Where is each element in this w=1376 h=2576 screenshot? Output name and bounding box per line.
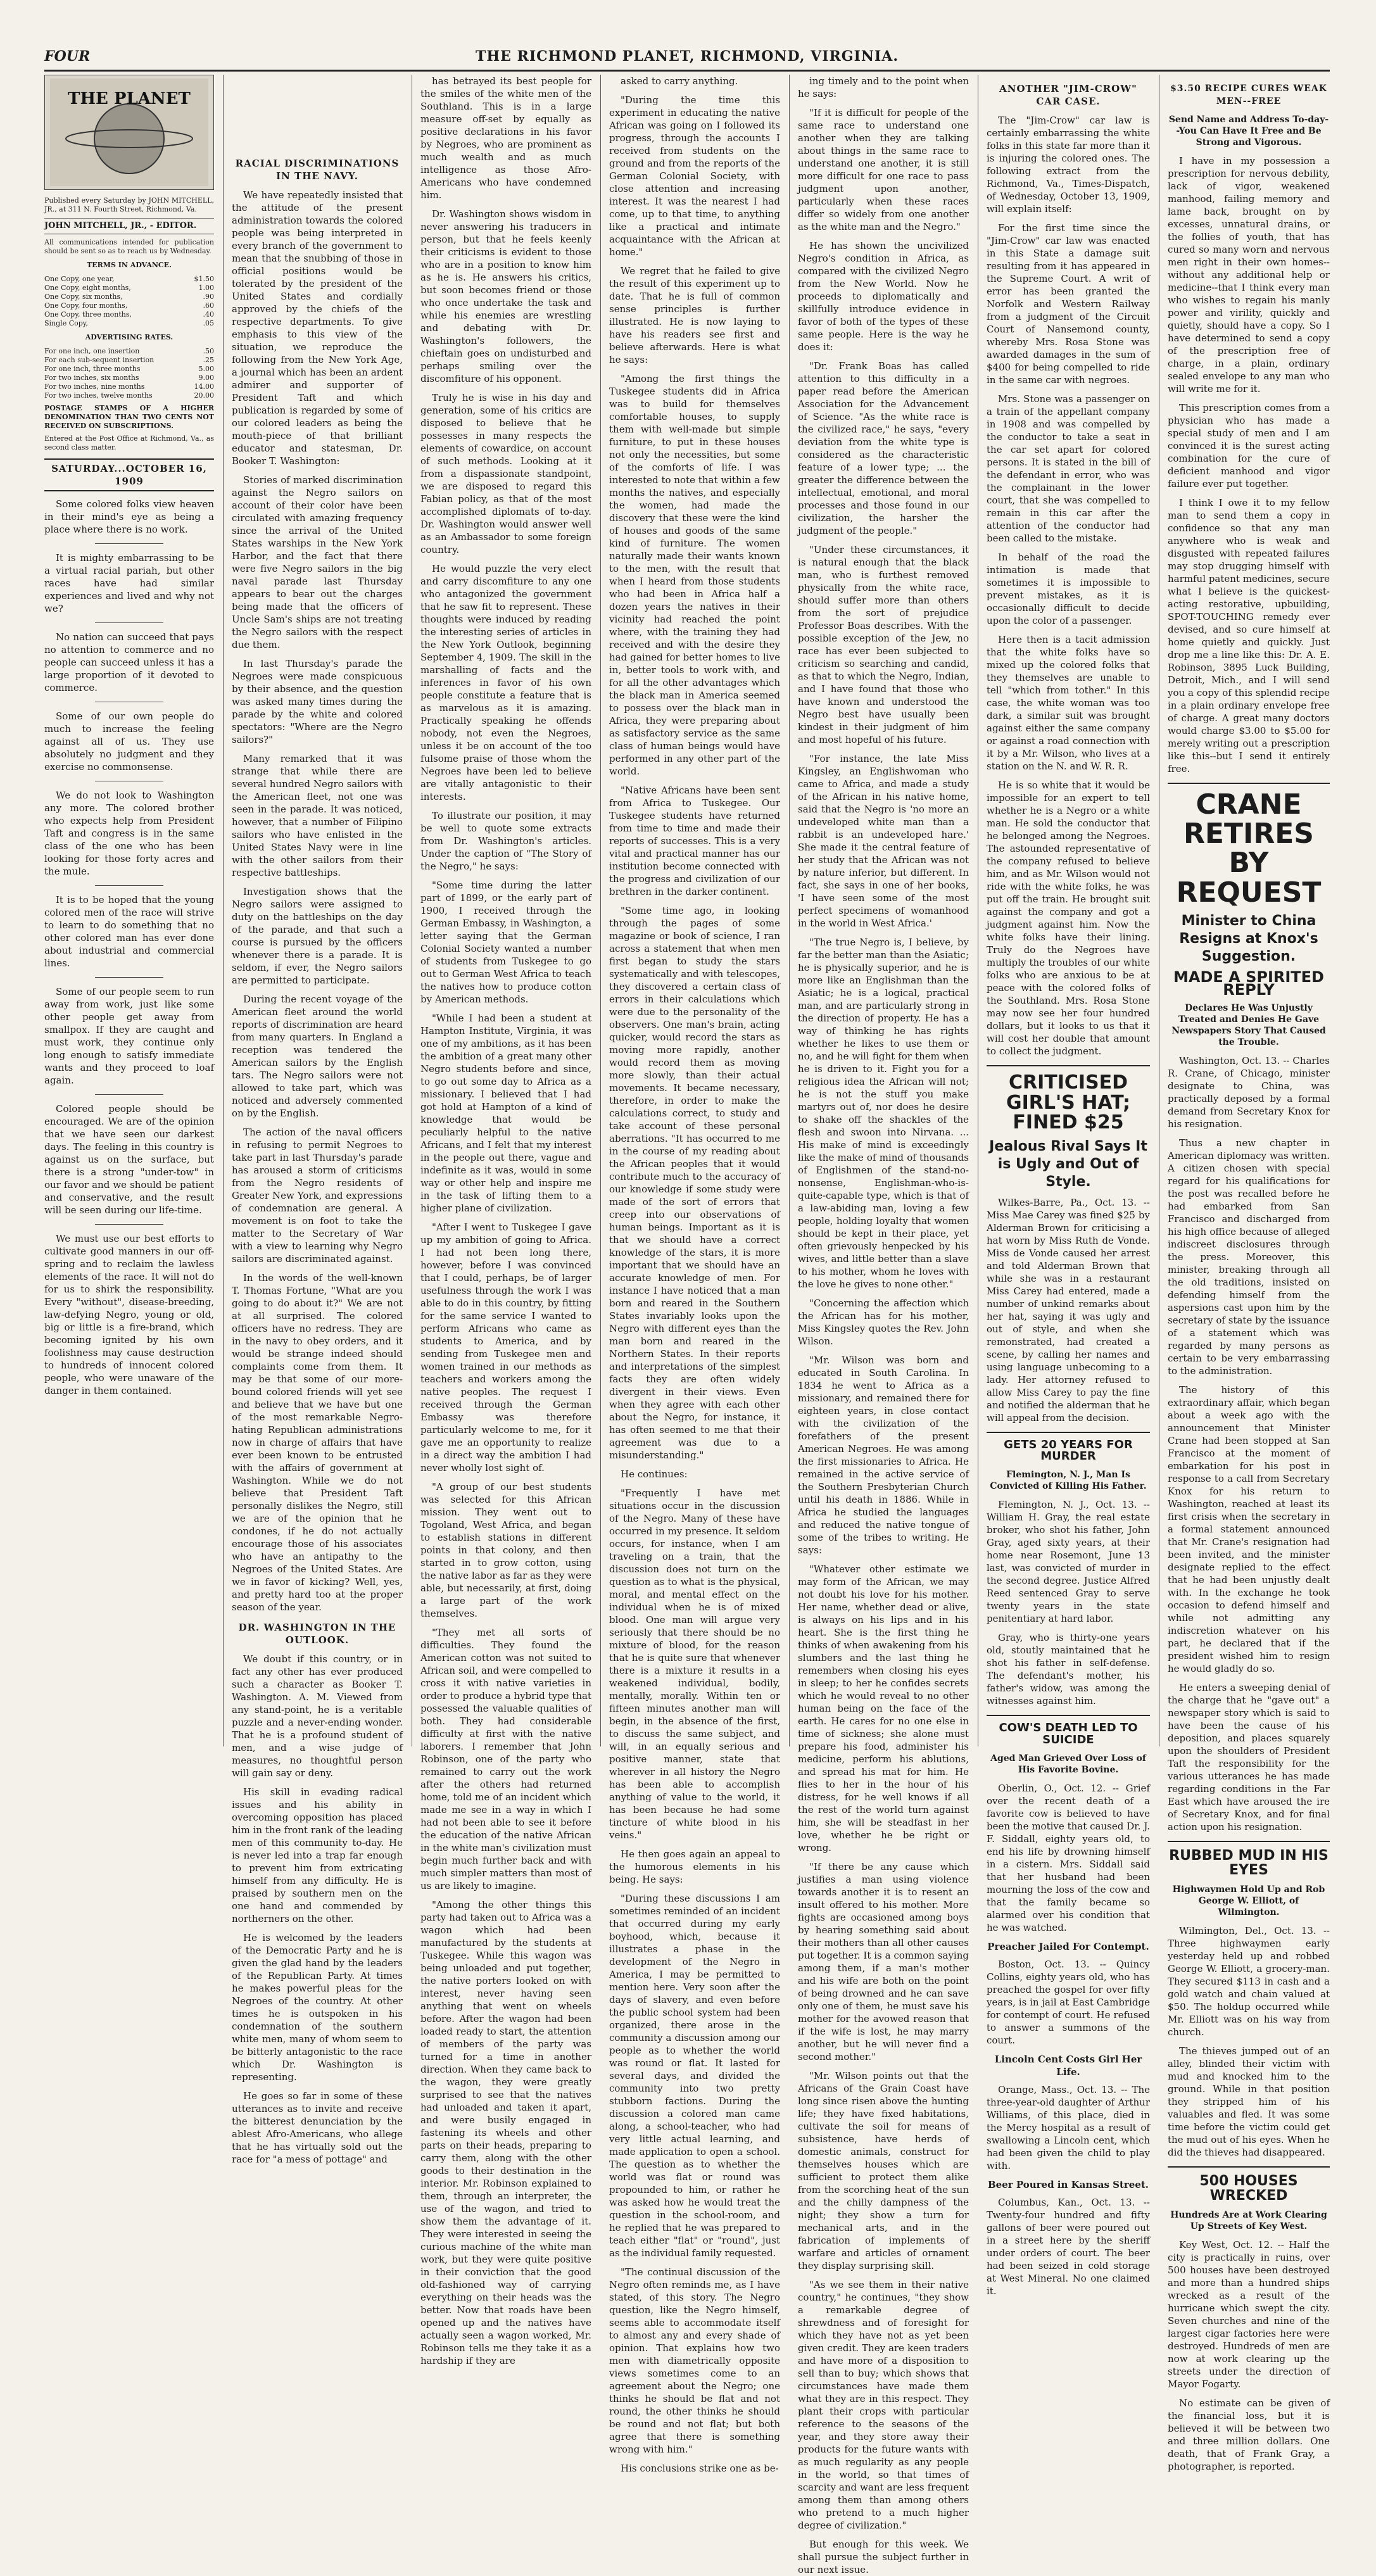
column-6 — [987, 75, 1150, 2297]
column-2 — [232, 75, 403, 2165]
planet-logo-icon — [50, 79, 208, 186]
divider — [95, 1094, 163, 1095]
table-row: One Copy, eight months, 1.00 — [44, 284, 214, 292]
paragraph: ing timely and to the point when he says: — [798, 75, 969, 99]
article-headline: Beer Poured in Kansas Street. — [987, 2179, 1149, 2191]
paragraph: In behalf of the road the intimation is made that sometimes it is impossible to prevent mistakes, as it is occasionally difficult to decide upon the color of a passenger. — [987, 552, 1150, 626]
table-row: For one inch, three months 5.00 — [44, 365, 214, 373]
paragraph: "Among the other things this party had taken out to Africa was a wagon which had been manufactured by the students at Tuskegee. While this wagon was being unloaded and put together, the native porters looked on with interest, never having seen anything that went on wheels before. After the wagon had been loaded ready to start, the attention of members of the party was turned for a time in another direction. When they came back to the wagon, they were greatly surprised to see that the natives had unloaded and taken it apart, and were busily engaged in fastening its wheels and other parts on their heads, preparing to carry them, along with the other goods to their destination in the interior. Mr. Robinson explained to them, through an interpreter, the use of the wagon, and tried to show them the advantage of it. They were interested in seeing the curious machine of the white man work, but they were quite positive in their conviction that the good old-fashioned way of carrying everything on their heads was the better. Now that roads have been opened up and the natives have actually seen a wagon worked, Mr. Robinson tells me they take it as a hardship if they are — [420, 1899, 591, 2366]
table-row: For two inches, twelve months 20.00 — [44, 391, 214, 400]
paragraph: "The continual discussion of the Negro often reminds me, as I have stated, of this story. The Negro question, like the Negro himself, seems able to accommodate itself to almost any and every shade of opinion. That explains how two men with diametrically opposite views sometimes come to an agreement about the Negro; one thinks he should be flat and not round, the other thinks he should be round and not flat; but both agree that there is something wrong with him." — [609, 2266, 780, 2455]
paragraph: Oberlin, O., Oct. 12. -- Grief over the recent death of a favorite cow is believed to have been the motive that caused Dr. J. F. Siddall, eighty years old, to end his life by drowning himself in a cistern. Mrs. Siddall said that her husband had been mourning the loss of the cow and that the family became so alarmed over his condition that he was watched. — [987, 1783, 1150, 1934]
divider — [95, 622, 163, 623]
paragraph: "The true Negro is, I believe, by far the better man than the Asiatic; he is physically superior, and he is more like an Englishman than the Asiatic; he is a logical, practical man, and are particularly strong in the direction of property. He has a way of thinking he has rights whether he likes to use them or no, and he will fight for them when he is driven to it. Fight you for a religious idea the African will not; he is not the stuff you make martyrs out of, nor does he desire to shake off the shackles of the flesh and swoon into Nirvana. ... His make of mind is exceedingly like the make of mind of thousands of Englishmen of the stand-no-nonsense, Englishman-who-is-quite-capable type, which is that of a law-abiding man, loving a few people, holding loyalty that women should be kept in their place, yet often grievously henpecked by his wives, and little better than a slave to his mother, whom he loves with the love he gives to none other." — [798, 937, 969, 1290]
paragraph: This prescription comes from a physician who has made a special study of men and I am convinced it is the surest acting combination for the cure of deficient manhood and vigor failure ever put together. — [1168, 402, 1330, 489]
paragraph: Flemington, N. J., Oct. 13. -- William H. Gray, the real estate broker, who shot his father, John Gray, aged sixty years, at their home near Rosemont, June 13 last, was convicted of murder in the second degree. Justice Alfred Reed sentenced Gray to serve twenty years in the state penitentiary at hard labor. — [987, 1499, 1150, 1625]
paragraph: "Concerning the affection which the African has for his mother, Miss Kingsley quotes the Rev. John Wilson. — [798, 1297, 969, 1347]
paragraph: "Native Africans have been sent from Africa to Tuskegee. Our Tuskegee students have returned from time to time and made their reports of successes. This is a very vital and practical manner has our institution become connected with the progress and civilization of our brethren in the darker continent. — [609, 785, 780, 897]
article-headline: Preacher Jailed For Contempt. — [987, 1941, 1149, 1953]
advertising-title: ADVERTISING RATES. — [85, 333, 174, 341]
paragraph: For the first time since the "Jim-Crow" car law was enacted in this State a damage suit resulting from it has appeared in the Supreme Court. A writ of error has been granted the Norfolk and Western Railway from a judgment of the Circuit Court of Nansemond county, whereby Mrs. Rosa Stone was awarded damages in the sum of $400 for being compelled to ride in the same car with negroes. — [987, 222, 1150, 386]
publication-notice: All communications intended for publication should be sent so as to reach us by Wednesday. — [44, 238, 214, 255]
table-row: One Copy, six months, .90 — [44, 293, 214, 301]
paragraph: It is mighty embarrassing to be a virtual racial pariah, but other races have had similar experiences and lived and why not we? — [44, 552, 214, 614]
paragraph: Boston, Oct. 13. -- Quincy Collins, eighty years old, who has preached the gospel for over fifty years, is in jail at East Cambridge for contempt of court. He refused to answer a summons of the court. — [987, 1959, 1150, 2047]
page-header — [44, 48, 1330, 72]
paragraph: We doubt if this country, or in fact any other has ever produced such a character as Booker T. Washington. A. M. Viewed from any stand-point, he is a veritable puzzle and a never-ending wonder. That he is a profound student of men, and a wise judge of measures, no thoughtful person will gain say or deny. — [232, 1653, 403, 1779]
paragraph: Here then is a tacit admission that the white folks have so mixed up the colored folks that they themselves are unable to tell "which from tother." In this case, the white woman was too dark, a similar suit was brought against either the same company or against a road connection with it by a Mr. Wilson, who lives at a station on the N. and W. R. R. — [987, 634, 1150, 772]
table-row: One Copy, four months, .60 — [44, 301, 214, 310]
article-headline: CRANE RETIRES BY REQUEST — [1168, 783, 1330, 907]
paragraph: Some of our own people do much to increase the feeling against all of us. They use absolutely no judgment and they exercise no commonsense. — [44, 710, 214, 773]
paragraph: The action of the naval officers in refusing to permit Negroes to take part in last Thursday's parade has aroused a storm of criticisms from the Negro residents of Greater New York, and expressions of condemnation are general. A movement is on foot to take the matter to the Secretary of War with a view to learning why Negro sailors are discriminated against. — [232, 1127, 403, 1265]
paragraph: "During the time this experiment in educating the native African was going on I followed its progress, through the accounts I received from students on the ground and from the reports of the German Colonial Society, with close attention and increasing interest. It was the nearest I had come, up to that time, to anything like a practical and intimate acquaintance with the African at home." — [609, 94, 780, 258]
paragraph: "Whatever other estimate we may form of the African, we may not doubt his love for his mother. Her name, whether dead or alive, is always on his lips and in his heart. She is the first thing he thinks of when awakening from his slumbers and the last thing he remembers when closing his eyes in sleep; to her he confides secrets which he would reveal to no other human being on the face of the earth. He cares for no one else in time of sickness; she alone must prepare his food, administer his medicine, perform his ablutions, and spread his mat for him. He flies to her in the hour of his distress, for he well knows if all the rest of the world turn against him, she will be steadfast in her love, whether he be right or wrong. — [798, 1563, 969, 1853]
paragraph: To illustrate our position, it may be well to quote some extracts from Dr. Washington's articles. Under the caption of "The Story of the Negro," he says: — [420, 810, 591, 872]
paragraph: "A group of our best students was selected for this African mission. They went out to Togoland, West Africa, and began to establish stations in different points in that colony, and then started in to grow cotton, using the native labor as far as they were able, but necessarily, at first, doing a large part of the work themselves. — [420, 1481, 592, 1619]
svg-text:THE PLANET: THE PLANET — [68, 89, 191, 108]
paragraph: Truly he is wise in his day and generation, some of his critics are disposed to believe that he possesses in many respects the elements of cowardice, on account of such methods. Looking at it from a dispassionate standpoint, we are disposed to regard this Fabian policy, as that of the most accomplished diplomats of to-day. Dr. Washington would answer well as an Ambassador to some foreign country. — [420, 392, 591, 555]
paragraph: He then goes again an appeal to the humorous elements in his being. He says: — [609, 1848, 780, 1885]
article-headline: COW'S DEATH LED TO SUICIDE — [987, 1715, 1150, 1746]
table-row: One Copy, three months, .40 — [44, 310, 214, 319]
article-subheadline: MADE A SPIRITED REPLY — [1173, 968, 1324, 999]
paragraph: "Under these circumstances, it is natural enough that the black man, who is furthest removed physically from the white race, should suffer more than others from the sort of prejudice Professor Boas describes. With the possible exception of the Jew, no race has ever been subjected to criticism so searching and candid, as that to which the Negro, Indian, and I have found that those who have known and understood the Negro best have usually been kindest in their judgment of him and most hopeful of his future. — [798, 544, 969, 745]
paragraph: Washington, Oct. 13. -- Charles R. Crane, of Chicago, minister designate to China, was practically deposed by a formal demand from Secretary Knox for his resignation. — [1168, 1054, 1330, 1130]
paragraph: No estimate can be given of the financial loss, but it is believed it will be between two and three million dollars. One death, that of Frank Gray, a photographer, is reported. — [1168, 2397, 1330, 2473]
paragraph: I have in my possession a prescription for nervous debility, lack of vigor, weakened manhood, failing memory and lame back, brought on by excesses, unnatural drains, or the follies of youth, that has cured so many worn and nervous men right in their own homes--without any additional help or medicine--that I think every man who wishes to regain his manly power and virility, quickly and quietly, should have a copy. So I have determined to send a copy of the prescription free of charge, in a plain, ordinary sealed envelope to any man who will write me for it. — [1168, 155, 1330, 395]
entered-notice: Entered at the Post Office at Richmond, Va., as second class matter. — [44, 434, 214, 451]
paragraph: "While I had been a student at Hampton Institute, Virginia, it was one of my ambitions, as it has been the ambition of a great many other Negro students before and since, to go out some day to Africa as a missionary. I believed that I had got hold at Hampton of a kind of knowledge that would be peculiarly helpful to the native Africans, and I felt that my interest in the people out there, vague and indefinite as it was, would in some way or other help and inspire me in the task of lifting them to a higher plane of civilization. — [420, 1013, 591, 1214]
column-3 — [420, 75, 592, 2366]
paragraph: We have repeatedly insisted that the attitude of the present administration towards the colored people was being interpreted in every branch of the government to mean that the snubbing of those in official positions would be tolerated by the president of the United States and cordially approved by the chiefs of the respective departments. To give emphasis to this view of the situation, we reproduce the following from the New York Age, a journal which has been an ardent admirer and supporter of President Taft and which publication is regarded by some of our colored leaders as being the mouth-piece of that brilliant educator and statesman, Dr. Booker T. Washington: — [232, 189, 403, 467]
paragraph: His skill in evading radical issues and his ability in overcoming opposition has placed him in the front rank of the leading men of this community to-day. He is never led into a trap far enough to prevent him from extricating himself from any difficulty. He is praised by southern men on the one hand and commended by northerners on the other. — [232, 1786, 403, 1924]
article-headline: CRITICISED GIRL'S HAT; FINED $25 — [987, 1065, 1150, 1133]
paragraph: Wilkes-Barre, Pa., Oct. 13. -- Miss Mae Carey was fined $25 by Alderman Brown for criticising a hat worn by Miss Ruth de Vonde. Miss de Vonde caused her arrest and told Alderman Brown that while she was in a restaurant Miss Carey had entered, made a number of unkind remarks about her hat, saying it was ugly and out of style, and when she remonstrated, had created a scene, by calling her names and using language unbecoming to a lady. Her attorney refused to allow Miss Carey to pay the fine and notified the alderman that he will appeal from the decision. — [987, 1196, 1150, 1424]
paragraph: He continues: — [621, 1468, 688, 1480]
paragraph: Some colored folks view heaven in their mind's eye as being a place where there is no work. — [44, 498, 214, 535]
paragraph: Some of our people seem to run away from work, just like some other people get away from smallpox. If they are caught and must work, they continue only long enough to satisfy immediate wants and they proceed to loaf again. — [44, 986, 214, 1086]
publisher-line: Published every Saturday by JOHN MITCHELL, JR., at 311 N. Fourth Street, Richmond, Va. — [44, 196, 214, 213]
planet-logo — [44, 75, 214, 190]
article-headline: Lincoln Cent Costs Girl Her Life. — [994, 2054, 1142, 2078]
article-subheadline: Minister to China Resigns at Knox's Suggestion. — [1179, 912, 1318, 964]
paragraph: "They met all sorts of difficulties. They found the American cotton was not suited to African soil, and were compelled to cross it with native varieties in order to produce a hybrid type that possessed the valuable qualities of both. They had considerable difficulty at first with the native laborers. I remember that John Robinson, one of the party who remained to carry out the work after the others had returned home, told me of an incident which made me see in a way in which I had not been able to see it before the education of the native African in the white man's civilization must begin much further back and with much simpler matters than most of us are likely to imagine. — [420, 1627, 591, 1891]
paragraph: He goes so far in some of these utterances as to invite and receive the bitterest denunciation by the ablest Afro-Americans, who allege that he has virtually sold out the race for "a mess of pottage" and — [232, 2090, 403, 2165]
paragraph: "Among the first things the Tuskegee students did in Africa was to build for themselves comfortable houses, to supply them with well-made but simple furniture, to put in these houses not only the necessities, but some of the comforts of life. I was interested to note that within a few months the natives, and especially the women, had made the discovery that these were the kind of houses and goods of the same kind of furniture. The women naturally made their wants known to the men, with the result that when I heard from those students who had been in Africa half a dozen years the natives in their vicinity had reached the point where, with the training they had received and with the desire they had gained for better homes to live in, better tools to work with, and for all the other advantages which the black man in America seemed to possess over the black man in Africa, they were preparing about as satisfactory service as the same class of human beings would have performed in any other part of the world. — [609, 373, 780, 777]
paragraph: Gray, who is thirty-one years old, stoutly maintained that he shot his father in self-defense. The defendant's mother, his father's widow, was among the witnesses against him. — [987, 1632, 1150, 1707]
table-row: For two inches, nine months 14.00 — [44, 382, 214, 391]
column-rule — [223, 75, 224, 1746]
article-subheadline: Declares He Was Unjustly Treated and Denies He Gave Newspapers Story That Caused the Trouble. — [1171, 1002, 1326, 1047]
paragraph: He enters a sweeping denial of the charge that he "gave out" a newspaper story which is said to have been the cause of his deposition, and places squarely upon the shoulders of President Taft the responsibility for the various utterances he has made regarding conditions in the Far East which have aroused the ire of Secretary Knox, and for final action upon his resignation. — [1168, 1681, 1330, 1833]
paragraph: "Mr. Wilson points out that the Africans of the Grain Coast have long since risen above the hunting life; they have fixed habitations, cultivate the soil for means of subsistence, have herds of domestic animals, construct for themselves houses which are sufficient to protect them alike from the scorching heat of the sun and the chilly dampness of the night; they show a turn for mechanical arts, and in the fabrication of implements of warfare and articles of ornament they display surprising skill. — [798, 2070, 969, 2271]
paragraph: We regret that he failed to give the result of this experiment up to date. That he is full of common sense principles is further illustrated. He is now laying to have his readers see first and believe afterwards. Here is what he says: — [609, 265, 780, 365]
paragraph: It is to be hoped that the young colored men of the race will strive to learn to do something that no other colored man has ever done about industrial and commercial lines. — [44, 894, 214, 969]
article-subheadline: Send Name and Address To-day--You Can Have It Free and Be Strong and Vigorous. — [1168, 115, 1329, 148]
table-row: For two inches, six months 9.00 — [44, 374, 214, 382]
paragraph: "For instance, the late Miss Kingsley, an Englishwoman who came to Africa, and made a study of the African in his native home, said that the Negro is 'no more an undeveloped white man than a rabbit is an undeveloped hare.' She made it the central feature of her study that the African was not by nature inferior, but different. In fact, she says in one of her books, 'I have seen some of the most perfect specimens of womanhood in the world in West Africa.' — [798, 753, 969, 929]
terms-table — [44, 275, 214, 328]
paragraph: "Frequently I have met situations occur in the discussion of the Negro. Many of these have occurred in my presence. It seldom occurs, for instance, when I am traveling on a train, that the discussion does not turn on the question as to what is the physical, moral, and mental effect on the individual when he is of mixed blood. One man will argue very seriously that there should be no mixture of blood, for the reason that he is quite sure that whenever there is a mixture it results in a weakened individual, bodily, mentally, morally. Within ten or fifteen minutes another man will begin, in the absence of the first, to discuss the same subject, and will, in an equally serious and positive manner, state that wherever in all history the Negro has been able to accomplish anything of value to the world, it has been because he had some tincture of white blood in his veins." — [609, 1487, 780, 1841]
paragraph: He would puzzle the very elect and carry discomfiture to any one who antagonized the government that he saw fit to represent. These thoughts were induced by reading the interesting series of articles in the New York Outlook, beginning September 4, 1909. The skill in the marshalling of facts and the inferences in favor of his own people constitute a feature that is as marvelous as it is amazing. Practically speaking he offends nobody, not even the Negroes, unless it be on account of the too fulsome praise of those whom the Negroes have been led to believe are vitally antagonistic to their interests. — [420, 563, 591, 802]
paragraph: The thieves jumped out of an alley, blinded their victim with mud and knocked him to the ground. While in that position they stripped him of his valuables and fled. It was some time before the victim could get the mud out of his eyes. When he did the thieves had disappeared. — [1168, 2045, 1330, 2158]
divider — [95, 543, 163, 544]
advertising-table — [44, 347, 214, 400]
paragraph: has betrayed its best people for the smiles of the white men of the Southland. This is in a large measure off-set by equally as positive declarations in his favor by Negroes, who are prominent as much wealth and as much intelligence as those Afro-Americans who have condemned him. — [420, 75, 591, 201]
paragraph: During the recent voyage of the American fleet around the world reports of discrimination are heard from many quarters. In England a reception was tendered the American sailors by the English tars. The Negro sailors were not allowed to take part, which was noticed and adversely commented on by the English. — [232, 994, 403, 1119]
paragraph: "As we see them in their native country," he continues, "they show a remarkable degree of shrewdness and of foresight for which they have not as yet been given credit. They are keen traders and have more of a disposition to sell than to buy; which shows that circumstances have made them what they are in this respect. They plant their crops with particular reference to the seasons of the year, and they store away their products for the future wants with as much regularity as any people in the world, so that times of scarcity and want are less frequent among them than among others who pretend to a much higher degree of civilization." — [798, 2279, 969, 2531]
column-1 — [44, 75, 214, 1746]
paragraph: He is welcomed by the leaders of the Democratic Party and he is given the glad hand by the leaders of the Republican Party. At times he makes powerful pleas for the Negroes of the country. At other times he is outspoken in his condemnation of the southern white men, many of whom seem to be bitterly antagonistic to the race which Dr. Washington is representing. — [232, 1932, 403, 2083]
paragraph: He has shown the uncivilized Negro's condition in Africa, as compared with the civilized Negro from the New World. Now he proceeds to diplomatically and skillfully introduce evidence in favor of both of the types of these same people. Here is the way he does it: — [798, 240, 969, 353]
paragraph: Orange, Mass., Oct. 13. -- The three-year-old daughter of Arthur Williams, of this place, died in the Mercy hospital as a result of swallowing a Lincoln cent, which had been given the child to play with. — [987, 2084, 1150, 2172]
paragraph: "During these discussions I am sometimes reminded of an incident that occurred during my early boyhood, which, because it illustrates a phase in the development of the Negro in America, I may be permitted to mention here. Very soon after the days of slavery, and even before the public school system had been organized, there arose in the community a discussion among our people as to whether the world was round or flat. It lasted for several days, and divided the community into two pretty stubborn factions. During the discussion a colored man came along, a school-teacher, who had very little actual learning, and made application to open a school. The question as to whether the world was flat or round was propounded to him, or rather he was asked how he would treat the question in the school-room, and he replied that he was prepared to teach either "flat" or "round", just as the individual family requested. — [609, 1893, 780, 2259]
paragraph: Key West, Oct. 12. -- Half the city is practically in ruins, over 500 houses have been destroyed and more than a hundred ships wrecked as a result of the hurricane which swept the city. Seven churches and nine of the largest cigar factories here were destroyed. Hundreds of men are now at work clearing up the streets under the direction of Mayor Fogarty. — [1168, 2239, 1330, 2390]
paragraph: Investigation shows that the Negro sailors were assigned to duty on the battleships on the day of the parade, and that such a course is pursued by the officers whenever there is a parade. It is seldom, if ever, the Negro sailors are permitted to participate. — [232, 886, 403, 986]
table-row: One Copy, one year, $1.50 — [44, 275, 214, 283]
column-4 — [609, 75, 780, 2474]
divider — [95, 1224, 163, 1225]
paragraph: "Some time during the latter part of 1899, or the early part of 1900, I received through the German Embassy, in Washington, a letter saying that the German Colonial Society wanted a number of students from Tuskegee to go out to German West Africa to teach the natives how to produce cotton by American methods. — [420, 880, 591, 1005]
article-subheadline: Aged Man Grieved Over Loss of His Favorite Bovine. — [990, 1753, 1146, 1776]
column-5 — [798, 75, 969, 2575]
paragraph: "After I went to Tuskegee I gave up my ambition of going to Africa. I had not been long there, however, before I was convinced that I could, perhaps, be of larger usefulness through the work I was able to do in this country, by fitting for the same service I wanted to perform Africans who came as students to America, and by sending from Tuskegee men and women trained in our methods as teachers and workers among the native peoples. The request I received through the German Embassy was therefore particularly welcome to me, for it gave me an opportunity to realize in a direct way the ambition I had never wholly lost sight of. — [420, 1222, 591, 1474]
article-subheadline: Jealous Rival Says It is Ugly and Out of Style. — [989, 1138, 1147, 1190]
paragraph: No nation can succeed that pays no attention to commerce and no people can succeed unless it has a large proportion of it devoted to commerce. — [44, 631, 214, 693]
article-headline: $3.50 RECIPE CURES WEAK MEN--FREE — [1170, 84, 1327, 106]
divider — [95, 977, 163, 978]
paragraph: "Mr. Wilson was born and educated in South Carolina. In 1834 he went to Africa as a missionary, and remained there for eighteen years, in close contact with the civilization of the forefathers of the present American Negroes. He was among the first missionaries to Africa. He remained in the active service of the Southern Presbyterian Church until his death in 1886. While in Africa he studied the languages and reduced the native tongue of some of the tribes to writing. He says: — [798, 1354, 969, 1556]
paragraph: "If it is difficult for people of the same race to understand one another when they are talking about things in the same race to understand one another, it is still more difficult for one race to pass judgment upon another, particularly when these races differ so widely from one another as the white man and the Negro." — [798, 107, 969, 232]
paragraph: The "Jim-Crow" car law is certainly embarrassing the white folks in this state far more than it is injuring the colored ones. The following extract from the Richmond, Va., Times-Dispatch, of Wednesday, October 13, 1909, will explain itself: — [987, 115, 1150, 215]
paragraph: We do not look to Washington any more. The colored brother who expects help from President Taft and congress is in the same class of the one who has been looking for those forty acres and the mule. — [44, 790, 214, 877]
column-rule — [789, 75, 790, 1746]
paragraph: Mrs. Stone was a passenger on a train of the appellant company in 1908 and was compelled by the conductor to take a seat in the car set apart for colored persons. It is stated in the bill of the defendant in error, who was the complainant in the lower court, that she was compelled to remain in this car after the attention of the conductor had been called to the mistake. — [987, 393, 1150, 544]
article-subheadline: Flemington, N. J., Man Is Convicted of Killing His Father. — [990, 1470, 1147, 1492]
divider — [95, 885, 163, 886]
article-headline: DR. WASHINGTON IN THE OUTLOOK. — [238, 1622, 396, 1646]
paragraph: Columbus, Kan., Oct. 13. -- Twenty-four hundred and fifty gallons of beer were poured out in a street here by the sheriff under orders of court. The beer had been seized in cold storage at West Mineral. No one claimed it. — [987, 2197, 1150, 2297]
paragraph: Many remarked that it was strange that while there are several hundred Negro sailors with the American fleet, not one was seen in the parade. It was noticed, however, that a number of Filipino sailors who have enlisted in the United States Navy were in line with the other sailors from their respective battleships. — [232, 753, 403, 878]
column-7 — [1168, 75, 1330, 2473]
paragraph: The history of this extraordinary affair, which began about a week ago with the announcement that Minister Crane had been stopped at San Francisco at the moment of embarkation for his post in response to a call from Secretary Knox for his return to Washington, reached at least its first crisis when the secretary in a formal statement announced that Mr. Crane's resignation had been invited, and the minister designate replied to the effect that he had been unjustly dealt with. In the exchange he took occasion to defend himself and while not admitting any indiscretion whatever on his part, he declared that if the president wished him to resign he would gladly do so. — [1168, 1384, 1330, 1674]
editor-line: JOHN MITCHELL, JR., - EDITOR. — [44, 218, 214, 234]
paragraph: asked to carry anything. — [621, 75, 738, 87]
paragraph: Colored people should be encouraged. We are of the opinion that we have seen our darkest days. The feeling in this country is against us on the surface, but there is a strong "under-tow" in our favor and we should be patient and conservative, and the result will be seen during our life-time. — [44, 1103, 214, 1216]
paragraph: Dr. Washington shows wisdom in never answering his traducers in person, but that he feels keenly their criticisms is evident to those who are in a position to know him as he is. He answers his critics, but soon becomes friend or those who once undertake the task and while his enemies are wrestling and debating with Dr. Washington's followers, the chieftain goes on undisturbed and perhaps smiling over the discomfiture of his opponent. — [420, 208, 591, 384]
page-number: FOUR — [44, 48, 91, 65]
article-headline: ANOTHER "JIM-CROW" CAR CASE. — [999, 83, 1137, 107]
article-headline: GETS 20 YEARS FOR MURDER — [987, 1432, 1150, 1463]
table-row: For each sub-sequent insertion .25 — [44, 356, 214, 364]
article-headline: RUBBED MUD IN HIS EYES — [1168, 1841, 1330, 1878]
paragraph: Thus a new chapter in American diplomacy was written. A citizen chosen with special regard for his qualifications for the post was recalled before he had embarked from San Francisco and discharged from his high office because of alleged indiscreet disclosures through the press. Moreover, this minister, breaking through all the old traditions, insisted on defending himself from the aspersions cast upon him by the secretary of state by the issuance of a statement which was regarded by many persons as certain to be very embarrassing to the administration. — [1168, 1137, 1330, 1377]
terms-title: TERMS IN ADVANCE. — [87, 261, 172, 269]
paragraph: "If there be any cause which justifies a man using violence towards another it is to resent an insult offered to his mother. More fights are occasioned among boys by hearing something said about their mothers than all other causes put together. It is a common saying among them, if a man's mother and his wife are both on the point of being drowned and he can save only one of them, he must save his mother for the avowed reason that if the wife is lost, he may marry another, but he will never find a second mother." — [798, 1861, 969, 2062]
paragraph: "Some time ago, in looking through the pages of some magazine or book of science, I ran across a statement that when men first began to study the stars systematically and with telescopes, they discovered a certain class of errors in their calculations which were due to the personality of the observers. One man's brain, acting quicker, would record the stars as moving more rapidly, another would record them as moving more slowly, than their actual movements. It became necessary, therefore, in order to make the calculations correct, to study and take account of these personal aberrations. "It has occurred to me in the course of my reading about the African peoples that it would contribute much to the accuracy of our knowledge if some study were made of the sort of errors that creep into our observations of human beings. Important as it is that we should have a correct knowledge of the stars, it is more important that we should have an accurate knowledge of men. For instance I have noticed that a man born and reared in the Southern States invariably looks upon the Negro with different eyes than the man born and reared in the Northern States. In their reports and interpretations of the simplest facts they are often widely divergent in their views. Even when they agree with each other about the Negro, for instance, it has often seemed to me that their agreement was due to a misunderstanding." — [609, 905, 780, 1461]
issue-date: SATURDAY...OCTOBER 16, 1909 — [44, 458, 214, 491]
paragraph: But enough for this week. We shall pursue the subject further in our next issue. — [798, 2539, 969, 2575]
column-rule — [600, 75, 601, 1746]
paragraph: I think I owe it to my fellow man to send them a copy in confidence so that any man anywhere who is weak and disgusted with repeated failures may stop drugging himself with harmful patent medicines, secure what I believe is the quickest-acting restorative, upbuilding, SPOT-TOUCHING remedy ever devised, and so cure himself at home quietly and quickly. Just drop me a line like this: Dr. A. E. Robinson, 3895 Luck Building, Detroit, Mich., and I will send you a copy of this splendid recipe in a plain ordinary envelope free of charge. A great many doctors would charge $3.00 to $5.00 for merely writing out a prescription like this--but I send it entirely free. — [1168, 497, 1330, 774]
paragraph: "Dr. Frank Boas has called attention to this difficulty in a paper read before the American Association for the Advancement of Science. "As the white race is the civilized race," he says, "every deviation from the white type is considered as the characteristic feature of a lower type; ... the greater the difference between the intellectual, emotional, and moral processes and those found in our civilization, the harsher the judgment of the people." — [798, 360, 969, 536]
paragraph: In last Thursday's parade the Negroes were made conspicuous by their absence, and the question was asked many times during the parade by the white and colored spectators: "Where are the Negro sailors?" — [232, 658, 403, 745]
paragraph: Wilmington, Del., Oct. 13. -- Three highwaymen early yesterday held up and robbed George W. Elliott, a grocery-man. They secured $113 in cash and a gold watch and chain valued at $50. The holdup occurred while Mr. Elliott was on his way from church. — [1168, 1924, 1330, 2038]
paragraph: We must use our best efforts to cultivate good manners in our off-spring and to reclaim the lawless elements of the race. It will not do for us to shirk the responsibility. Every "without", disease-breeding, law-defying Negro, young or old, big or little is a fire-brand, which becoming ignited by his own foolishness may cause destruction to hundreds of innocent colored people, who were unaware of the danger in them contained. — [44, 1233, 214, 1396]
paragraph: He is so white that it would be impossible for an expert to tell whether he is a Negro or a white man. He sold the conductor that he belonged among the Negroes. The astounded representative of the company refused to believe him, and as Mr. Wilson would not ride with the white folks, he was put off the train. He brought suit against the company and got a judgment against him. Now the white folks have their lining. Truly do the Negroes have multiply the troubles of our white folks who are anxious to be at peace with the colored folks of the Southland. Mrs. Rosa Stone may now see her four hundred dollars, but it looks to us that it will cost her double that amount to collect the judgment. — [987, 780, 1150, 1057]
newspaper-title: THE RICHMOND PLANET, RICHMOND, VIRGINIA. — [475, 48, 899, 65]
table-row: Single Copy, .05 — [44, 319, 214, 327]
article-subheadline: Highwaymen Hold Up and Rob George W. Elliott, of Wilmington. — [1172, 1884, 1325, 1917]
article-headline: 500 HOUSES WRECKED — [1168, 2166, 1330, 2203]
article-headline: RACIAL DISCRIMINATIONS IN THE NAVY. — [235, 158, 400, 182]
paragraph: In the words of the well-known T. Thomas Fortune, "What are you going to do about it?" We are not at all surprised. The colored officers have no redress. They are in the navy to obey orders, and it would be strange indeed should complaints come from them. It may be that some of our more-bound colored friends will yet see and believe that we have but one of the most remarkable Negro-hating Republican administrations now in charge of affairs that have ever been known to be entrusted with the affairs of government at Washington. While we do not believe that President Taft personally dislikes the Negro, still we are of the opinion that he condones, if he do not actually encourage those of his associates who have an antipathy to the Negroes of the United States. Are we in favor of kicking? Well, yes, and pretty hard too at the proper season of the year. — [232, 1272, 403, 1613]
table-row: For one inch, one insertion .50 — [44, 347, 214, 355]
article-subheadline: Hundreds Are at Work Clearing Up Streets of Key West. — [1170, 2210, 1327, 2232]
paragraph: Stories of marked discrimination against the Negro sailors on account of their color have been circulated with amazing frequency since the arrival of the United States warships in the New York Harbor, and the fact that there were five Negro sailors in the big naval parade last Thursday appears to bear out the charges being made that the officers of Uncle Sam's ships are not treating the Negro sailors with the respect due them. — [232, 474, 403, 650]
postage-notice: POSTAGE STAMPS OF A HIGHER DENOMINATION THAN TWO CENTS NOT RECEIVED ON SUBSCRIPTIONS. — [44, 404, 214, 430]
paragraph: His conclusions strike one as be- — [621, 2463, 779, 2474]
